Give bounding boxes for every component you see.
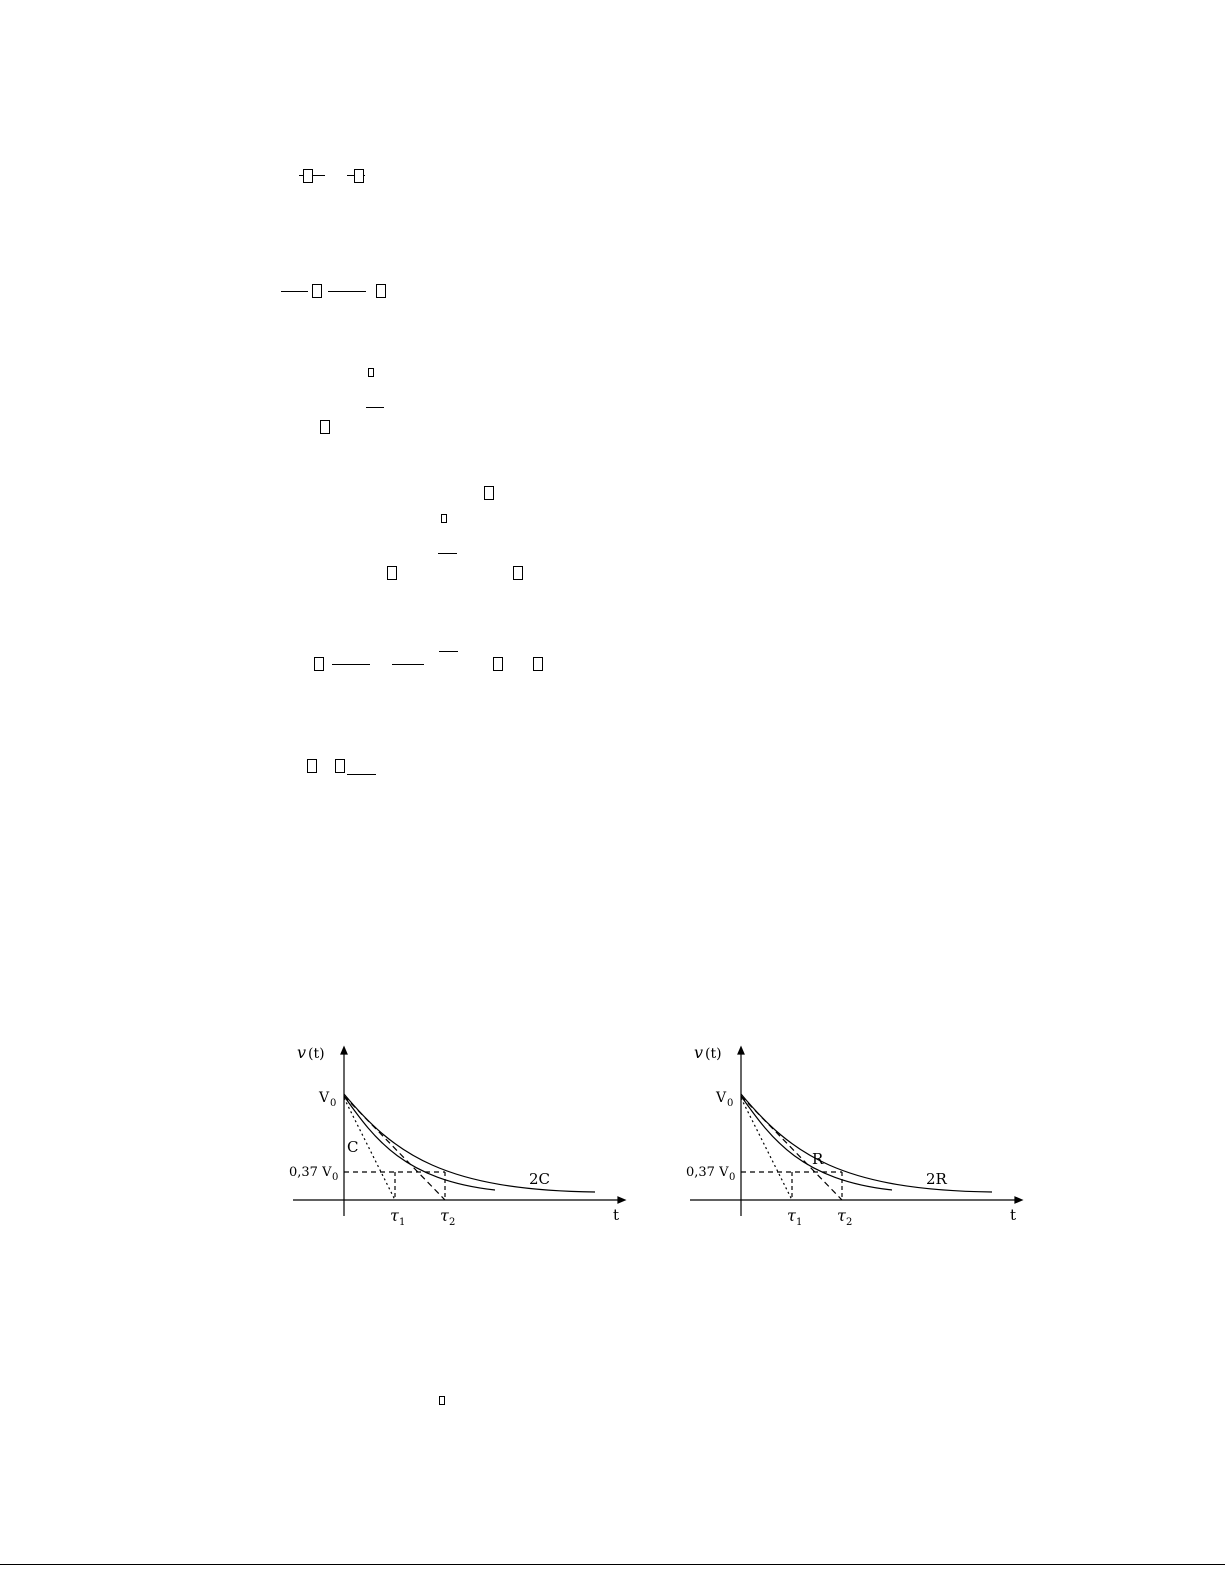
discharge-graph-svg	[682, 1040, 1027, 1230]
curve-label-inner: C	[347, 1138, 359, 1156]
missing-glyph-box	[387, 566, 397, 580]
curve-label-outer: 2R	[926, 1170, 947, 1188]
tangent-tau1	[741, 1098, 792, 1200]
curve-label-inner: R	[812, 1150, 824, 1168]
x-axis-arrow	[1015, 1197, 1022, 1203]
x-axis-label: t	[613, 1206, 620, 1224]
y-axis-label-symbol: v	[694, 1043, 704, 1062]
curve-label-outer: 2C	[529, 1170, 551, 1188]
discharge-graph-svg	[285, 1040, 630, 1230]
level-sub: 0	[332, 1172, 339, 1183]
y-axis-label-arg: (t)	[705, 1046, 722, 1062]
missing-glyph-box	[314, 657, 324, 671]
x-axis-arrow	[618, 1197, 625, 1203]
missing-glyph-box	[303, 169, 313, 183]
tangent-tau2	[344, 1096, 445, 1200]
v0-sub: 0	[727, 1098, 734, 1109]
missing-glyph-box	[307, 759, 317, 773]
y-axis-label-symbol: v	[297, 1043, 307, 1062]
missing-glyph-box	[484, 486, 494, 500]
missing-glyph-box	[439, 1396, 445, 1405]
tau2-symbol: τ	[837, 1206, 846, 1225]
tangent-tau2	[741, 1096, 842, 1200]
tau1-symbol: τ	[390, 1206, 399, 1225]
v0-sub: 0	[330, 1098, 337, 1109]
missing-glyph-box	[368, 368, 374, 377]
level-sub: 0	[729, 1172, 736, 1183]
y-axis-arrow	[738, 1047, 744, 1054]
missing-glyph-box	[354, 169, 364, 183]
tau1-sub: 1	[399, 1217, 406, 1228]
tau2-symbol: τ	[440, 1206, 449, 1225]
missing-glyph-box	[533, 657, 543, 671]
y-axis-label-arg: (t)	[308, 1046, 325, 1062]
tau1-symbol: τ	[787, 1206, 796, 1225]
v0-label: V	[319, 1090, 330, 1106]
discharge-graph-capacitance	[285, 1040, 630, 1230]
footer-rule	[0, 1564, 1225, 1565]
missing-glyph-box	[312, 284, 322, 298]
missing-glyph-box	[376, 284, 386, 298]
tau1-sub: 1	[796, 1217, 803, 1228]
tau2-sub: 2	[846, 1217, 853, 1228]
missing-glyph-box	[335, 759, 345, 773]
level-label: 0,37 V	[686, 1165, 729, 1180]
x-axis-label: t	[1010, 1206, 1017, 1224]
missing-glyph-box	[320, 420, 330, 434]
level-label: 0,37 V	[289, 1165, 332, 1180]
missing-glyph-box	[441, 514, 447, 523]
discharge-graph-resistance	[682, 1040, 1027, 1230]
missing-glyph-box	[493, 657, 503, 671]
v0-label: V	[716, 1090, 727, 1106]
y-axis-arrow	[341, 1047, 347, 1054]
missing-glyph-box	[513, 566, 523, 580]
tau2-sub: 2	[449, 1217, 456, 1228]
